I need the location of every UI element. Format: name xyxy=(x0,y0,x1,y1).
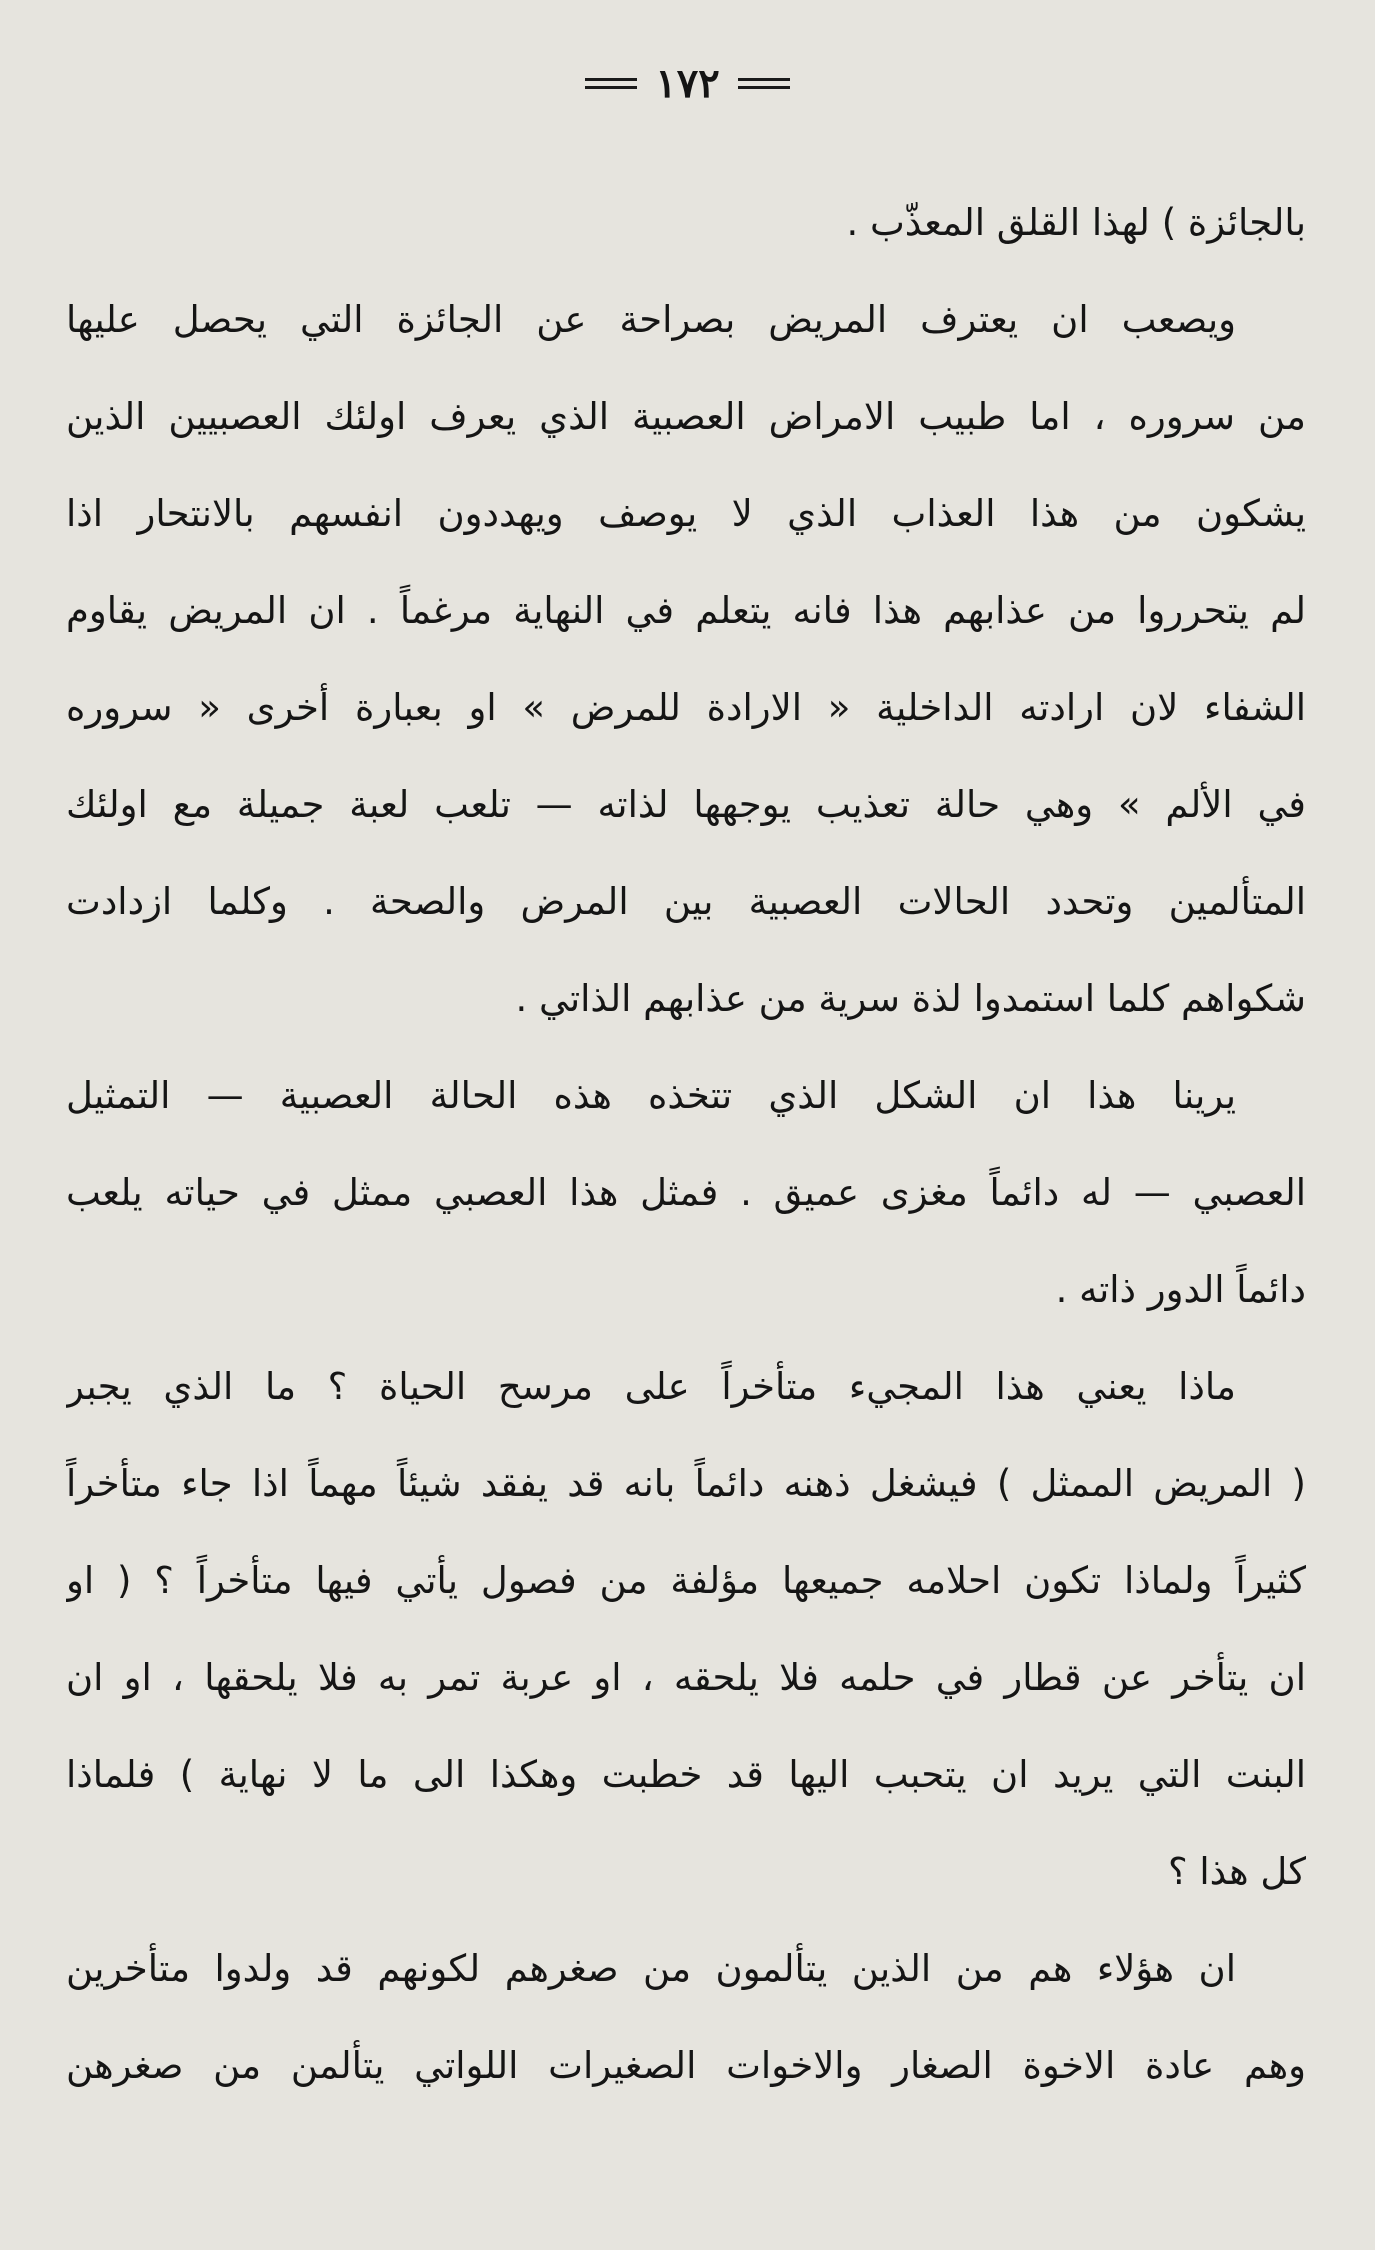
text-line: الشفاء لان ارادته الداخلية « الارادة للمرض » او بعبارة أخرى « سروره xyxy=(66,686,1306,729)
text-line: المتألمين وتحدد الحالات العصبية بين المرض والصحة . وكلما ازدادت xyxy=(66,880,1306,923)
text-line: في الألم » وهي حالة تعذيب يوجهها لذاته — تلعب لعبة جميلة مع اولئك xyxy=(66,783,1306,826)
page-header xyxy=(0,58,1375,108)
text-line: ان هؤلاء هم من الذين يتألمون من صغرهم لكونهم قد ولدوا متأخرين xyxy=(66,1947,1236,1990)
text-line: العصبي — له دائماً مغزى عميق . فمثل هذا العصبي ممثل في حياته يلعب xyxy=(66,1171,1306,1214)
header-dash-right xyxy=(738,78,790,89)
text-line: ماذا يعني هذا المجيء متأخراً على مرسح الحياة ؟ ما الذي يجبر xyxy=(66,1365,1236,1408)
text-line: من سروره ، اما طبيب الامراض العصبية الذي يعرف اولئك العصبيين الذين xyxy=(66,395,1306,438)
text-line: يشكون من هذا العذاب الذي لا يوصف ويهددون انفسهم بالانتحار اذا xyxy=(66,492,1306,535)
page-number: ١٧٢ xyxy=(655,59,720,107)
text-line: شكواهم كلما استمدوا لذة سرية من عذابهم الذاتي . xyxy=(515,977,1306,1020)
text-line: لم يتحرروا من عذابهم هذا فانه يتعلم في النهاية مرغماً . ان المريض يقاوم xyxy=(66,589,1306,632)
text-line: وهم عادة الاخوة الصغار والاخوات الصغيرات اللواتي يتألمن من صغرهن xyxy=(66,2044,1306,2087)
body-text xyxy=(66,174,1306,2114)
text-line: دائماً الدور ذاته . xyxy=(1055,1268,1306,1311)
text-line: يرينا هذا ان الشكل الذي تتخذه هذه الحالة العصبية — التمثيل xyxy=(66,1074,1236,1117)
text-line: بالجائزة ) لهذا القلق المعذّب . xyxy=(846,201,1306,244)
text-line: كل هذا ؟ xyxy=(1167,1850,1306,1893)
text-line: البنت التي يريد ان يتحبب اليها قد خطبت وهكذا الى ما لا نهاية ) فلماذا xyxy=(66,1753,1306,1796)
text-line: ويصعب ان يعترف المريض بصراحة عن الجائزة التي يحصل عليها xyxy=(66,298,1236,341)
text-line: ( المريض الممثل ) فيشغل ذهنه دائماً بانه قد يفقد شيئاً مهماً اذا جاء متأخراً xyxy=(66,1462,1306,1505)
header-dash-left xyxy=(585,78,637,89)
text-line: ان يتأخر عن قطار في حلمه فلا يلحقه ، او عربة تمر به فلا يلحقها ، او ان xyxy=(66,1656,1306,1699)
text-line: كثيراً ولماذا تكون احلامه جميعها مؤلفة من فصول يأتي فيها متأخراً ؟ ( او xyxy=(66,1559,1306,1602)
